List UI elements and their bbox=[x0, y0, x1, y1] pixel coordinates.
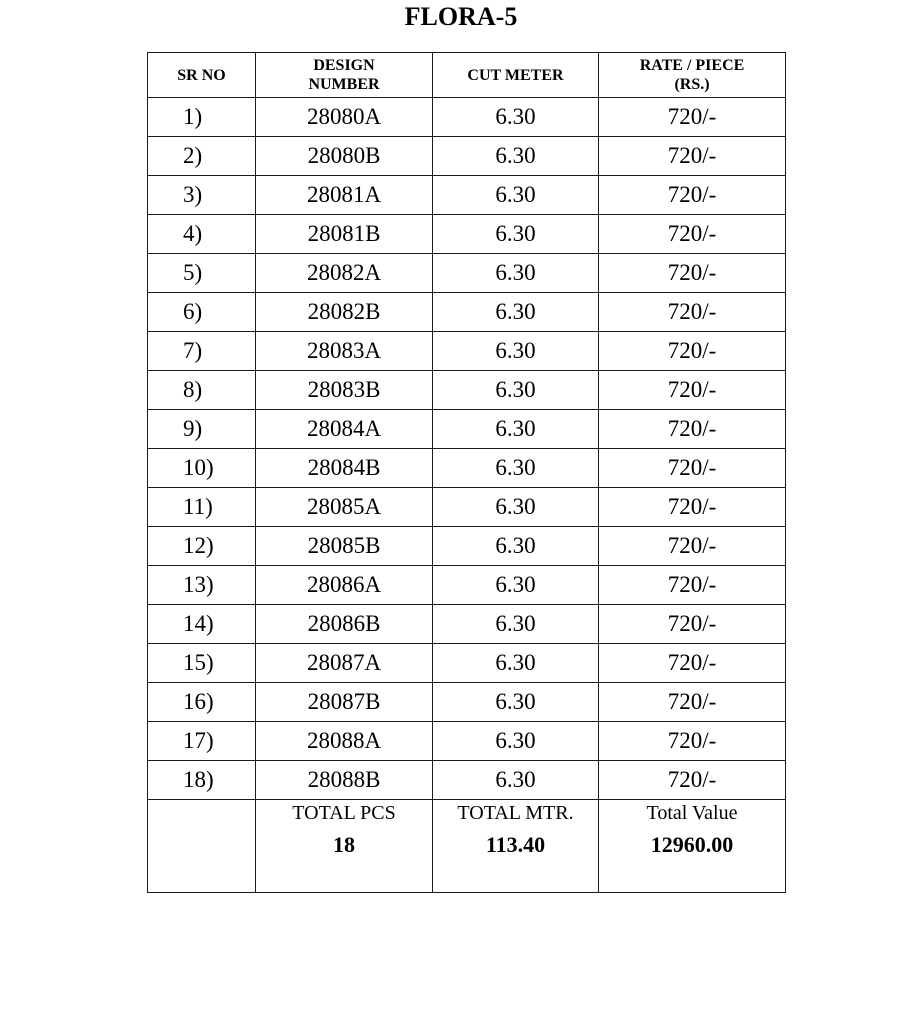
totals-empty-cell bbox=[148, 800, 256, 893]
cell-design-number: 28088B bbox=[256, 761, 433, 800]
table-row bbox=[148, 722, 786, 761]
cell-rate: 720/- bbox=[599, 449, 786, 488]
table-row bbox=[148, 371, 786, 410]
table-row bbox=[148, 527, 786, 566]
cell-rate: 720/- bbox=[599, 644, 786, 683]
cell-cut-meter: 6.30 bbox=[433, 605, 599, 644]
total-pcs-label: TOTAL PCS bbox=[292, 802, 396, 824]
table-row bbox=[148, 98, 786, 137]
cell-cut-meter: 6.30 bbox=[433, 527, 599, 566]
document-title: FLORA-5 bbox=[404, 2, 518, 31]
cell-rate: 720/- bbox=[599, 722, 786, 761]
cell-sr-no: 13) bbox=[148, 566, 256, 605]
totals-row bbox=[148, 800, 786, 893]
cell-rate: 720/- bbox=[599, 215, 786, 254]
cell-cut-meter: 6.30 bbox=[433, 566, 599, 605]
table-row bbox=[148, 176, 786, 215]
cell-design-number: 28081A bbox=[256, 176, 433, 215]
cell-sr-no: 7) bbox=[148, 332, 256, 371]
cell-rate: 720/- bbox=[599, 176, 786, 215]
total-mtr-cell bbox=[433, 800, 599, 893]
cell-cut-meter: 6.30 bbox=[433, 371, 599, 410]
cell-rate: 720/- bbox=[599, 98, 786, 137]
cell-cut-meter: 6.30 bbox=[433, 722, 599, 761]
cell-sr-no: 9) bbox=[148, 410, 256, 449]
table-row bbox=[148, 137, 786, 176]
cell-cut-meter: 6.30 bbox=[433, 410, 599, 449]
header-rate-line1: RATE / PIECE bbox=[639, 57, 745, 74]
total-pcs-cell bbox=[256, 800, 433, 893]
header-sr-no bbox=[148, 53, 256, 98]
total-value-label: Total Value bbox=[646, 802, 738, 824]
table-row bbox=[148, 215, 786, 254]
cell-design-number: 28086A bbox=[256, 566, 433, 605]
cell-cut-meter: 6.30 bbox=[433, 332, 599, 371]
table-row bbox=[148, 254, 786, 293]
cell-design-number: 28087B bbox=[256, 683, 433, 722]
cell-design-number: 28086B bbox=[256, 605, 433, 644]
total-pcs-value: 18 bbox=[333, 832, 355, 857]
table-row bbox=[148, 761, 786, 800]
header-design-number-line2: NUMBER bbox=[308, 76, 380, 93]
cell-design-number: 28085B bbox=[256, 527, 433, 566]
table-row bbox=[148, 293, 786, 332]
cell-sr-no: 18) bbox=[148, 761, 256, 800]
cell-rate: 720/- bbox=[599, 410, 786, 449]
header-sr-no-label: SR NO bbox=[177, 66, 226, 84]
table-header-row bbox=[148, 53, 786, 98]
cell-sr-no: 10) bbox=[148, 449, 256, 488]
cell-rate: 720/- bbox=[599, 683, 786, 722]
total-value-cell bbox=[599, 800, 786, 893]
table-row bbox=[148, 605, 786, 644]
cell-design-number: 28081B bbox=[256, 215, 433, 254]
total-value-amount: 12960.00 bbox=[650, 832, 734, 857]
cell-sr-no: 4) bbox=[148, 215, 256, 254]
header-rate-piece bbox=[599, 53, 786, 98]
cell-rate: 720/- bbox=[599, 254, 786, 293]
cell-rate: 720/- bbox=[599, 527, 786, 566]
cell-design-number: 28082B bbox=[256, 293, 433, 332]
cell-cut-meter: 6.30 bbox=[433, 293, 599, 332]
table-row bbox=[148, 566, 786, 605]
table-row bbox=[148, 410, 786, 449]
cell-cut-meter: 6.30 bbox=[433, 449, 599, 488]
cell-sr-no: 12) bbox=[148, 527, 256, 566]
cell-sr-no: 8) bbox=[148, 371, 256, 410]
cell-design-number: 28087A bbox=[256, 644, 433, 683]
cell-sr-no: 16) bbox=[148, 683, 256, 722]
cell-sr-no: 6) bbox=[148, 293, 256, 332]
cell-cut-meter: 6.30 bbox=[433, 176, 599, 215]
header-cut-meter bbox=[433, 53, 599, 98]
design-rate-table bbox=[147, 52, 786, 893]
header-cut-meter-label: CUT METER bbox=[467, 66, 564, 84]
cell-sr-no: 11) bbox=[148, 488, 256, 527]
cell-design-number: 28088A bbox=[256, 722, 433, 761]
cell-sr-no: 1) bbox=[148, 98, 256, 137]
cell-cut-meter: 6.30 bbox=[433, 644, 599, 683]
cell-rate: 720/- bbox=[599, 332, 786, 371]
cell-sr-no: 14) bbox=[148, 605, 256, 644]
cell-cut-meter: 6.30 bbox=[433, 683, 599, 722]
total-mtr-value: 113.40 bbox=[485, 832, 546, 857]
cell-design-number: 28082A bbox=[256, 254, 433, 293]
table-row bbox=[148, 449, 786, 488]
cell-cut-meter: 6.30 bbox=[433, 98, 599, 137]
cell-sr-no: 2) bbox=[148, 137, 256, 176]
cell-sr-no: 3) bbox=[148, 176, 256, 215]
cell-design-number: 28084B bbox=[256, 449, 433, 488]
cell-sr-no: 17) bbox=[148, 722, 256, 761]
cell-design-number: 28083A bbox=[256, 332, 433, 371]
cell-cut-meter: 6.30 bbox=[433, 254, 599, 293]
cell-design-number: 28084A bbox=[256, 410, 433, 449]
table-row bbox=[148, 332, 786, 371]
cell-sr-no: 5) bbox=[148, 254, 256, 293]
header-design-number-line1: DESIGN bbox=[313, 57, 375, 74]
table-body bbox=[148, 98, 786, 800]
cell-design-number: 28083B bbox=[256, 371, 433, 410]
cell-rate: 720/- bbox=[599, 566, 786, 605]
cell-design-number: 28085A bbox=[256, 488, 433, 527]
cell-rate: 720/- bbox=[599, 761, 786, 800]
cell-rate: 720/- bbox=[599, 137, 786, 176]
cell-cut-meter: 6.30 bbox=[433, 215, 599, 254]
cell-rate: 720/- bbox=[599, 371, 786, 410]
header-rate-line2: (RS.) bbox=[674, 76, 710, 93]
cell-design-number: 28080A bbox=[256, 98, 433, 137]
table-row bbox=[148, 683, 786, 722]
cell-cut-meter: 6.30 bbox=[433, 761, 599, 800]
cell-rate: 720/- bbox=[599, 605, 786, 644]
cell-cut-meter: 6.30 bbox=[433, 488, 599, 527]
table-row bbox=[148, 644, 786, 683]
total-mtr-label: TOTAL MTR. bbox=[457, 802, 574, 824]
table-row bbox=[148, 488, 786, 527]
cell-cut-meter: 6.30 bbox=[433, 137, 599, 176]
cell-design-number: 28080B bbox=[256, 137, 433, 176]
header-design-number bbox=[256, 53, 433, 98]
cell-sr-no: 15) bbox=[148, 644, 256, 683]
cell-rate: 720/- bbox=[599, 488, 786, 527]
cell-rate: 720/- bbox=[599, 293, 786, 332]
